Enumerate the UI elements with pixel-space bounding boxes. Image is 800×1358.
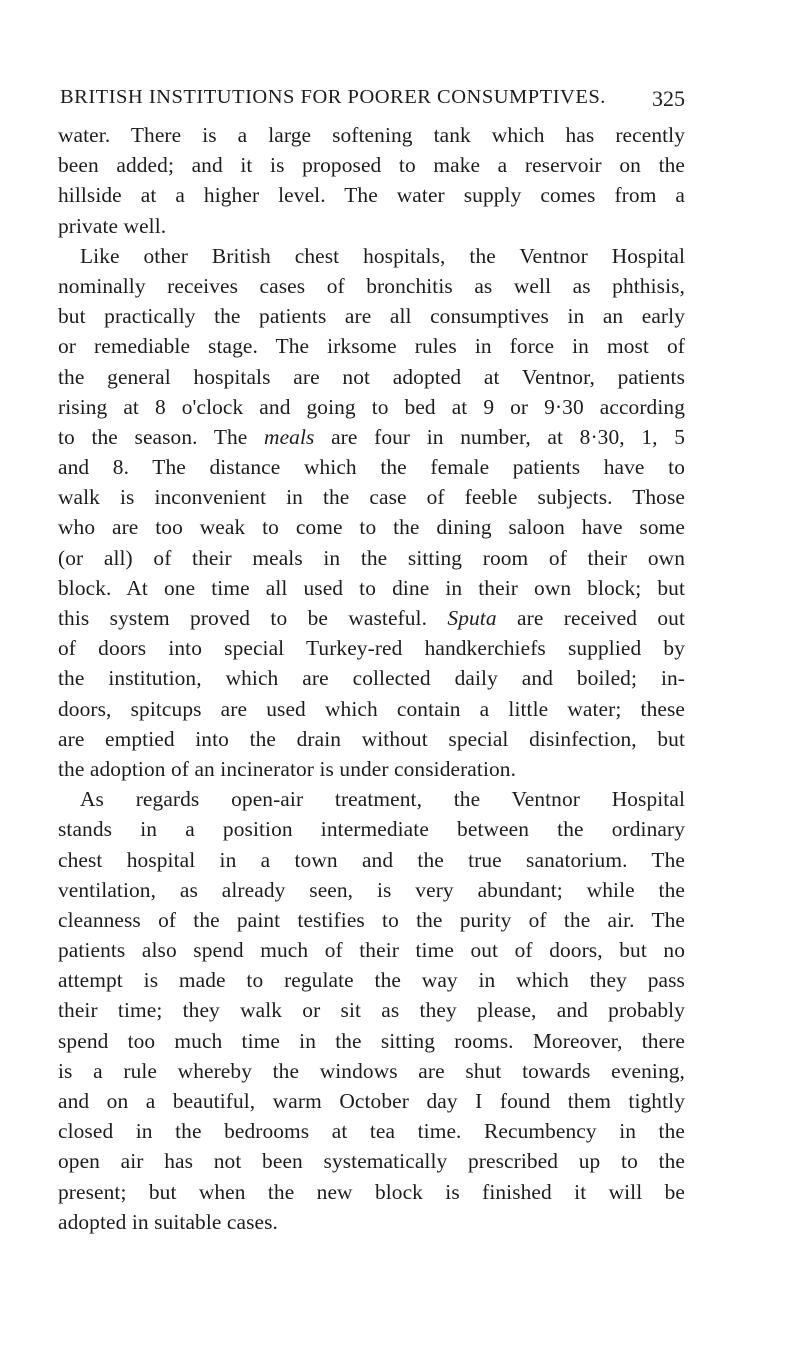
text-line <box>58 633 685 663</box>
text-run: As regards open-air treatment, the Ventnor Hospital <box>80 787 685 812</box>
italic-text-run: Sputa <box>447 606 497 630</box>
text-line <box>58 1146 685 1176</box>
text-run: water. There is a large softening tank which has recently <box>58 123 685 147</box>
text-run: present; but when the new block is finished it will be <box>58 1179 685 1204</box>
text-run: open air has not been systematically prescribed up to the <box>58 1149 685 1174</box>
text-line <box>58 1026 685 1056</box>
text-run: private well. <box>58 213 167 238</box>
text-line <box>58 301 685 331</box>
text-run: block. At one time all used to dine in their own block; but <box>58 575 685 600</box>
page-number: 325 <box>652 86 685 111</box>
text-run: Like other British chest hospitals, the Ventnor Hospital <box>80 243 685 268</box>
text-run: their time; they walk or sit as they please, and probably <box>58 998 685 1023</box>
text-line <box>58 663 685 693</box>
text-run: and on a beautiful, warm October day I found them tightly <box>58 1089 685 1113</box>
text-run: but practically the patients are all consumptives in an early <box>58 304 685 329</box>
text-run: attempt is made to regulate the way in which they pass <box>58 968 685 993</box>
text-run: or remediable stage. The irksome rules in force in most of <box>58 334 685 359</box>
text-run: chest hospital in a town and the true sanatorium. The <box>58 847 685 872</box>
text-line <box>58 995 685 1025</box>
text-line <box>58 180 685 210</box>
text-line <box>58 1116 685 1146</box>
text-run: adopted in suitable cases. <box>58 1209 279 1234</box>
text-run: patients also spend much of their time out of doors, but no <box>58 938 685 963</box>
text-line <box>58 482 685 512</box>
text-line <box>58 603 685 633</box>
text-run: the institution, which are collected daily and boiled; in- <box>58 666 685 691</box>
text-run: this system proved to be wasteful. <box>58 606 448 630</box>
text-run: cleanness of the paint testifies to the purity of the air. The <box>58 907 685 932</box>
text-line <box>58 965 685 995</box>
text-line <box>58 905 685 935</box>
text-line <box>58 875 685 905</box>
text-run: been added; and it is proposed to make a reservoir on the <box>58 153 685 178</box>
text-line <box>58 271 685 301</box>
text-line <box>58 1056 685 1086</box>
italic-text-run: meals <box>264 424 315 449</box>
text-run: hillside at a higher level. The water supply comes from a <box>58 183 685 208</box>
text-run: ventilation, as already seen, is very abundant; while the <box>58 877 685 902</box>
text-line <box>58 1177 685 1207</box>
text-run: doors, spitcups are used which contain a little water; these <box>58 696 685 721</box>
text-run: the general hospitals are not adopted at Ventnor, patients <box>58 364 685 389</box>
text-run: is a rule whereby the windows are shut towards evening, <box>58 1058 685 1083</box>
text-line <box>58 724 685 754</box>
text-line <box>58 935 685 965</box>
text-line <box>58 754 685 784</box>
text-line <box>58 845 685 875</box>
text-run: and 8. The distance which the female patients have to <box>58 455 685 480</box>
text-line <box>58 694 685 724</box>
running-title: BRITISH INSTITUTIONS FOR POORER CONSUMPTIVES. <box>60 86 606 108</box>
text-run: the adoption of an incinerator is under consideration. <box>58 756 517 781</box>
text-run: walk is inconvenient in the case of feeble subjects. Those <box>58 485 685 510</box>
text-line <box>58 422 685 452</box>
text-run: are received out <box>496 606 686 630</box>
text-line <box>58 1207 685 1237</box>
text-run: to the season. The <box>58 424 265 449</box>
text-line <box>58 120 685 150</box>
running-head <box>60 86 685 118</box>
text-line <box>58 452 685 482</box>
text-run: rising at 8 o'clock and going to bed at 9 or 9·30 according <box>58 394 685 419</box>
text-line <box>58 331 685 361</box>
text-line <box>58 362 685 392</box>
text-line <box>58 1086 685 1116</box>
text-line <box>58 392 685 422</box>
text-run: of doors into special Turkey-red handkerchiefs supplied by <box>58 636 685 661</box>
text-run: spend too much time in the sitting rooms. Moreover, there <box>58 1028 685 1053</box>
text-line <box>58 150 685 180</box>
text-line <box>58 573 685 603</box>
text-run: are four in number, at 8·30, 1, 5 <box>314 424 685 449</box>
text-line <box>58 512 685 542</box>
text-run: nominally receives cases of bronchitis as well as phthisis, <box>58 273 685 298</box>
text-line <box>58 814 685 844</box>
text-line <box>58 241 685 271</box>
text-run: are emptied into the drain without special disinfection, but <box>58 726 685 751</box>
text-run: who are too weak to come to the dining saloon have some <box>58 515 685 540</box>
text-line <box>58 784 685 814</box>
text-line <box>58 543 685 573</box>
text-line <box>58 211 685 241</box>
text-run: closed in the bedrooms at tea time. Recumbency in the <box>58 1119 685 1144</box>
text-run: (or all) of their meals in the sitting room of their own <box>58 545 685 570</box>
body-text <box>58 120 685 1237</box>
text-run: stands in a position intermediate between the ordinary <box>58 817 685 842</box>
